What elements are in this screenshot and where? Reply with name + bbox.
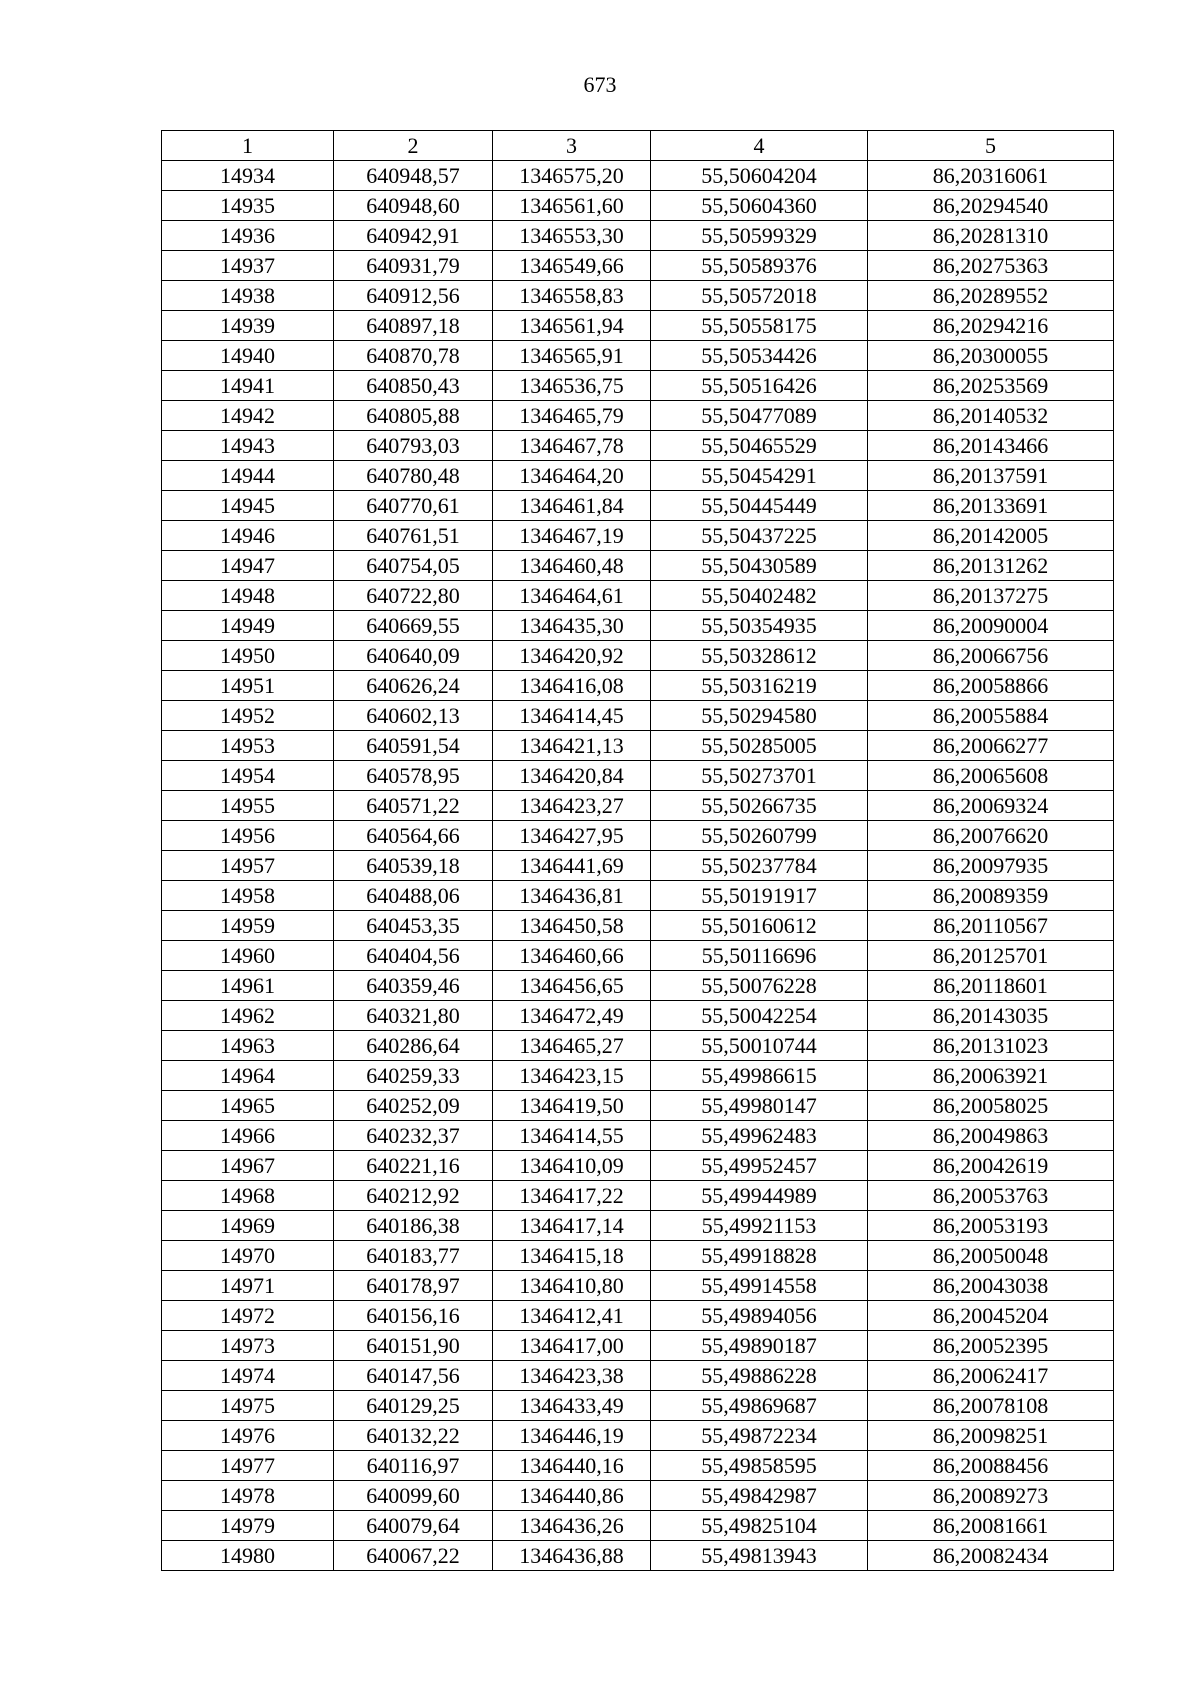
cell-x-coordinate: 640793,03: [334, 431, 493, 461]
cell-longitude: 86,20098251: [868, 1421, 1114, 1451]
table-row: [162, 311, 1114, 341]
cell-point-number: 14944: [162, 461, 334, 491]
cell-longitude: 86,20143035: [868, 1001, 1114, 1031]
table-row: [162, 1181, 1114, 1211]
table-row: [162, 341, 1114, 371]
cell-x-coordinate: 640129,25: [334, 1391, 493, 1421]
cell-x-coordinate: 640942,91: [334, 221, 493, 251]
cell-latitude: 55,49918828: [651, 1241, 868, 1271]
cell-longitude: 86,20063921: [868, 1061, 1114, 1091]
cell-x-coordinate: 640571,22: [334, 791, 493, 821]
cell-point-number: 14954: [162, 761, 334, 791]
cell-x-coordinate: 640669,55: [334, 611, 493, 641]
cell-y-coordinate: 1346575,20: [493, 161, 651, 191]
cell-point-number: 14951: [162, 671, 334, 701]
cell-latitude: 55,50354935: [651, 611, 868, 641]
header-col-2: 2: [334, 131, 493, 161]
table-row: [162, 221, 1114, 251]
table-row: [162, 1481, 1114, 1511]
cell-point-number: 14976: [162, 1421, 334, 1451]
cell-latitude: 55,49842987: [651, 1481, 868, 1511]
cell-point-number: 14964: [162, 1061, 334, 1091]
cell-x-coordinate: 640286,64: [334, 1031, 493, 1061]
cell-latitude: 55,50430589: [651, 551, 868, 581]
cell-latitude: 55,49858595: [651, 1451, 868, 1481]
cell-y-coordinate: 1346441,69: [493, 851, 651, 881]
cell-y-coordinate: 1346450,58: [493, 911, 651, 941]
cell-x-coordinate: 640780,48: [334, 461, 493, 491]
cell-point-number: 14969: [162, 1211, 334, 1241]
cell-longitude: 86,20089273: [868, 1481, 1114, 1511]
table-row: [162, 671, 1114, 701]
cell-x-coordinate: 640212,92: [334, 1181, 493, 1211]
cell-longitude: 86,20089359: [868, 881, 1114, 911]
table-row: [162, 371, 1114, 401]
cell-point-number: 14958: [162, 881, 334, 911]
cell-x-coordinate: 640359,46: [334, 971, 493, 1001]
table-row: [162, 731, 1114, 761]
cell-y-coordinate: 1346412,41: [493, 1301, 651, 1331]
cell-point-number: 14942: [162, 401, 334, 431]
header-col-3: 3: [493, 131, 651, 161]
cell-y-coordinate: 1346419,50: [493, 1091, 651, 1121]
cell-y-coordinate: 1346414,55: [493, 1121, 651, 1151]
table-row: [162, 1001, 1114, 1031]
cell-latitude: 55,50558175: [651, 311, 868, 341]
cell-latitude: 55,50534426: [651, 341, 868, 371]
cell-longitude: 86,20081661: [868, 1511, 1114, 1541]
cell-x-coordinate: 640252,09: [334, 1091, 493, 1121]
cell-latitude: 55,50285005: [651, 731, 868, 761]
cell-x-coordinate: 640079,64: [334, 1511, 493, 1541]
table-row: [162, 971, 1114, 1001]
cell-x-coordinate: 640948,57: [334, 161, 493, 191]
cell-y-coordinate: 1346436,88: [493, 1541, 651, 1571]
cell-x-coordinate: 640132,22: [334, 1421, 493, 1451]
cell-x-coordinate: 640722,80: [334, 581, 493, 611]
cell-latitude: 55,50454291: [651, 461, 868, 491]
cell-point-number: 14972: [162, 1301, 334, 1331]
cell-longitude: 86,20300055: [868, 341, 1114, 371]
cell-y-coordinate: 1346460,66: [493, 941, 651, 971]
cell-y-coordinate: 1346553,30: [493, 221, 651, 251]
cell-longitude: 86,20062417: [868, 1361, 1114, 1391]
cell-x-coordinate: 640321,80: [334, 1001, 493, 1031]
cell-y-coordinate: 1346414,45: [493, 701, 651, 731]
cell-x-coordinate: 640640,09: [334, 641, 493, 671]
header-row: [162, 131, 1114, 161]
cell-x-coordinate: 640770,61: [334, 491, 493, 521]
table-row: [162, 791, 1114, 821]
cell-latitude: 55,50572018: [651, 281, 868, 311]
cell-latitude: 55,50010744: [651, 1031, 868, 1061]
cell-longitude: 86,20066277: [868, 731, 1114, 761]
cell-x-coordinate: 640116,97: [334, 1451, 493, 1481]
table-row: [162, 401, 1114, 431]
cell-y-coordinate: 1346460,48: [493, 551, 651, 581]
cell-longitude: 86,20142005: [868, 521, 1114, 551]
cell-latitude: 55,49869687: [651, 1391, 868, 1421]
cell-longitude: 86,20294540: [868, 191, 1114, 221]
cell-x-coordinate: 640578,95: [334, 761, 493, 791]
cell-x-coordinate: 640897,18: [334, 311, 493, 341]
table-row: [162, 1121, 1114, 1151]
cell-latitude: 55,50437225: [651, 521, 868, 551]
cell-longitude: 86,20275363: [868, 251, 1114, 281]
table-row: [162, 1451, 1114, 1481]
cell-longitude: 86,20042619: [868, 1151, 1114, 1181]
cell-x-coordinate: 640488,06: [334, 881, 493, 911]
cell-longitude: 86,20050048: [868, 1241, 1114, 1271]
cell-y-coordinate: 1346465,79: [493, 401, 651, 431]
cell-x-coordinate: 640221,16: [334, 1151, 493, 1181]
cell-latitude: 55,49921153: [651, 1211, 868, 1241]
cell-latitude: 55,50589376: [651, 251, 868, 281]
cell-longitude: 86,20110567: [868, 911, 1114, 941]
table-row: [162, 1421, 1114, 1451]
cell-y-coordinate: 1346423,27: [493, 791, 651, 821]
cell-x-coordinate: 640870,78: [334, 341, 493, 371]
cell-point-number: 14965: [162, 1091, 334, 1121]
cell-latitude: 55,50604204: [651, 161, 868, 191]
table-row: [162, 701, 1114, 731]
cell-point-number: 14945: [162, 491, 334, 521]
cell-y-coordinate: 1346536,75: [493, 371, 651, 401]
cell-x-coordinate: 640151,90: [334, 1331, 493, 1361]
cell-y-coordinate: 1346440,86: [493, 1481, 651, 1511]
cell-longitude: 86,20065608: [868, 761, 1114, 791]
cell-point-number: 14949: [162, 611, 334, 641]
table-row: [162, 1511, 1114, 1541]
cell-x-coordinate: 640761,51: [334, 521, 493, 551]
table-row: [162, 281, 1114, 311]
cell-y-coordinate: 1346558,83: [493, 281, 651, 311]
cell-latitude: 55,49962483: [651, 1121, 868, 1151]
table-row: [162, 551, 1114, 581]
cell-y-coordinate: 1346436,81: [493, 881, 651, 911]
cell-x-coordinate: 640754,05: [334, 551, 493, 581]
table-row: [162, 1091, 1114, 1121]
cell-latitude: 55,49944989: [651, 1181, 868, 1211]
cell-y-coordinate: 1346467,19: [493, 521, 651, 551]
cell-y-coordinate: 1346467,78: [493, 431, 651, 461]
cell-x-coordinate: 640912,56: [334, 281, 493, 311]
cell-point-number: 14941: [162, 371, 334, 401]
cell-point-number: 14940: [162, 341, 334, 371]
cell-x-coordinate: 640232,37: [334, 1121, 493, 1151]
cell-latitude: 55,50237784: [651, 851, 868, 881]
table-row: [162, 821, 1114, 851]
cell-point-number: 14968: [162, 1181, 334, 1211]
cell-x-coordinate: 640156,16: [334, 1301, 493, 1331]
cell-longitude: 86,20125701: [868, 941, 1114, 971]
cell-point-number: 14935: [162, 191, 334, 221]
cell-x-coordinate: 640067,22: [334, 1541, 493, 1571]
cell-point-number: 14957: [162, 851, 334, 881]
cell-point-number: 14979: [162, 1511, 334, 1541]
table-row: [162, 1151, 1114, 1181]
cell-latitude: 55,50116696: [651, 941, 868, 971]
cell-y-coordinate: 1346420,84: [493, 761, 651, 791]
cell-longitude: 86,20053763: [868, 1181, 1114, 1211]
cell-point-number: 14971: [162, 1271, 334, 1301]
table-row: [162, 941, 1114, 971]
cell-point-number: 14937: [162, 251, 334, 281]
cell-point-number: 14936: [162, 221, 334, 251]
cell-latitude: 55,49825104: [651, 1511, 868, 1541]
cell-y-coordinate: 1346561,94: [493, 311, 651, 341]
cell-y-coordinate: 1346465,27: [493, 1031, 651, 1061]
cell-longitude: 86,20118601: [868, 971, 1114, 1001]
table-row: [162, 1211, 1114, 1241]
table-row: [162, 881, 1114, 911]
table-row: [162, 1361, 1114, 1391]
cell-longitude: 86,20078108: [868, 1391, 1114, 1421]
cell-longitude: 86,20143466: [868, 431, 1114, 461]
cell-point-number: 14952: [162, 701, 334, 731]
cell-point-number: 14947: [162, 551, 334, 581]
cell-latitude: 55,50160612: [651, 911, 868, 941]
cell-longitude: 86,20043038: [868, 1271, 1114, 1301]
cell-point-number: 14973: [162, 1331, 334, 1361]
cell-x-coordinate: 640805,88: [334, 401, 493, 431]
coordinates-table: [161, 130, 1114, 1571]
cell-longitude: 86,20058866: [868, 671, 1114, 701]
cell-longitude: 86,20049863: [868, 1121, 1114, 1151]
table-row: [162, 1271, 1114, 1301]
cell-longitude: 86,20133691: [868, 491, 1114, 521]
cell-latitude: 55,50260799: [651, 821, 868, 851]
cell-point-number: 14967: [162, 1151, 334, 1181]
cell-y-coordinate: 1346415,18: [493, 1241, 651, 1271]
cell-x-coordinate: 640186,38: [334, 1211, 493, 1241]
cell-y-coordinate: 1346420,92: [493, 641, 651, 671]
cell-point-number: 14966: [162, 1121, 334, 1151]
cell-longitude: 86,20076620: [868, 821, 1114, 851]
cell-y-coordinate: 1346549,66: [493, 251, 651, 281]
table-row: [162, 191, 1114, 221]
cell-longitude: 86,20053193: [868, 1211, 1114, 1241]
cell-x-coordinate: 640259,33: [334, 1061, 493, 1091]
cell-longitude: 86,20289552: [868, 281, 1114, 311]
cell-point-number: 14978: [162, 1481, 334, 1511]
cell-y-coordinate: 1346565,91: [493, 341, 651, 371]
cell-latitude: 55,49894056: [651, 1301, 868, 1331]
cell-x-coordinate: 640850,43: [334, 371, 493, 401]
cell-point-number: 14950: [162, 641, 334, 671]
header-col-1: 1: [162, 131, 334, 161]
cell-latitude: 55,50042254: [651, 1001, 868, 1031]
cell-latitude: 55,49952457: [651, 1151, 868, 1181]
cell-y-coordinate: 1346410,09: [493, 1151, 651, 1181]
cell-latitude: 55,49890187: [651, 1331, 868, 1361]
table-row: [162, 1061, 1114, 1091]
table-row: [162, 1331, 1114, 1361]
cell-y-coordinate: 1346440,16: [493, 1451, 651, 1481]
cell-y-coordinate: 1346461,84: [493, 491, 651, 521]
table-row: [162, 521, 1114, 551]
cell-point-number: 14956: [162, 821, 334, 851]
cell-longitude: 86,20097935: [868, 851, 1114, 881]
cell-y-coordinate: 1346417,22: [493, 1181, 651, 1211]
cell-latitude: 55,49872234: [651, 1421, 868, 1451]
table-row: [162, 1031, 1114, 1061]
cell-latitude: 55,50477089: [651, 401, 868, 431]
cell-latitude: 55,50191917: [651, 881, 868, 911]
cell-longitude: 86,20137275: [868, 581, 1114, 611]
cell-latitude: 55,50465529: [651, 431, 868, 461]
cell-x-coordinate: 640147,56: [334, 1361, 493, 1391]
table-row: [162, 761, 1114, 791]
cell-longitude: 86,20131262: [868, 551, 1114, 581]
table-row: [162, 851, 1114, 881]
cell-latitude: 55,49980147: [651, 1091, 868, 1121]
cell-longitude: 86,20281310: [868, 221, 1114, 251]
cell-point-number: 14953: [162, 731, 334, 761]
cell-y-coordinate: 1346416,08: [493, 671, 651, 701]
cell-y-coordinate: 1346417,14: [493, 1211, 651, 1241]
cell-latitude: 55,49986615: [651, 1061, 868, 1091]
cell-point-number: 14938: [162, 281, 334, 311]
cell-longitude: 86,20058025: [868, 1091, 1114, 1121]
table-row: [162, 461, 1114, 491]
table-row: [162, 431, 1114, 461]
table-row: [162, 641, 1114, 671]
cell-longitude: 86,20045204: [868, 1301, 1114, 1331]
cell-x-coordinate: 640564,66: [334, 821, 493, 851]
table-row: [162, 251, 1114, 281]
cell-longitude: 86,20294216: [868, 311, 1114, 341]
cell-point-number: 14960: [162, 941, 334, 971]
cell-latitude: 55,50328612: [651, 641, 868, 671]
cell-point-number: 14959: [162, 911, 334, 941]
cell-longitude: 86,20069324: [868, 791, 1114, 821]
cell-longitude: 86,20140532: [868, 401, 1114, 431]
cell-y-coordinate: 1346421,13: [493, 731, 651, 761]
cell-x-coordinate: 640602,13: [334, 701, 493, 731]
table-row: [162, 1391, 1114, 1421]
cell-point-number: 14980: [162, 1541, 334, 1571]
table-row: [162, 611, 1114, 641]
cell-point-number: 14955: [162, 791, 334, 821]
cell-longitude: 86,20088456: [868, 1451, 1114, 1481]
header-col-4: 4: [651, 131, 868, 161]
cell-longitude: 86,20082434: [868, 1541, 1114, 1571]
cell-y-coordinate: 1346436,26: [493, 1511, 651, 1541]
cell-latitude: 55,49886228: [651, 1361, 868, 1391]
cell-latitude: 55,50516426: [651, 371, 868, 401]
cell-longitude: 86,20066756: [868, 641, 1114, 671]
cell-x-coordinate: 640099,60: [334, 1481, 493, 1511]
cell-y-coordinate: 1346433,49: [493, 1391, 651, 1421]
cell-longitude: 86,20131023: [868, 1031, 1114, 1061]
cell-latitude: 55,50599329: [651, 221, 868, 251]
table-body: [162, 161, 1114, 1571]
cell-x-coordinate: 640591,54: [334, 731, 493, 761]
table-row: [162, 911, 1114, 941]
cell-x-coordinate: 640539,18: [334, 851, 493, 881]
cell-longitude: 86,20316061: [868, 161, 1114, 191]
cell-y-coordinate: 1346472,49: [493, 1001, 651, 1031]
cell-y-coordinate: 1346427,95: [493, 821, 651, 851]
cell-point-number: 14970: [162, 1241, 334, 1271]
cell-y-coordinate: 1346410,80: [493, 1271, 651, 1301]
cell-point-number: 14975: [162, 1391, 334, 1421]
cell-latitude: 55,49813943: [651, 1541, 868, 1571]
cell-point-number: 14939: [162, 311, 334, 341]
cell-x-coordinate: 640948,60: [334, 191, 493, 221]
cell-y-coordinate: 1346464,20: [493, 461, 651, 491]
cell-x-coordinate: 640183,77: [334, 1241, 493, 1271]
cell-y-coordinate: 1346456,65: [493, 971, 651, 1001]
cell-longitude: 86,20052395: [868, 1331, 1114, 1361]
cell-y-coordinate: 1346423,15: [493, 1061, 651, 1091]
cell-y-coordinate: 1346435,30: [493, 611, 651, 641]
cell-latitude: 55,50316219: [651, 671, 868, 701]
cell-y-coordinate: 1346561,60: [493, 191, 651, 221]
cell-point-number: 14962: [162, 1001, 334, 1031]
cell-latitude: 55,50076228: [651, 971, 868, 1001]
table-row: [162, 1241, 1114, 1271]
cell-point-number: 14948: [162, 581, 334, 611]
page-number: 673: [583, 72, 617, 97]
table-row: [162, 491, 1114, 521]
cell-latitude: 55,50273701: [651, 761, 868, 791]
cell-latitude: 55,50294580: [651, 701, 868, 731]
cell-latitude: 55,50266735: [651, 791, 868, 821]
cell-y-coordinate: 1346446,19: [493, 1421, 651, 1451]
cell-latitude: 55,50402482: [651, 581, 868, 611]
cell-y-coordinate: 1346417,00: [493, 1331, 651, 1361]
cell-point-number: 14961: [162, 971, 334, 1001]
table-row: [162, 1301, 1114, 1331]
cell-y-coordinate: 1346423,38: [493, 1361, 651, 1391]
cell-point-number: 14977: [162, 1451, 334, 1481]
cell-latitude: 55,49914558: [651, 1271, 868, 1301]
cell-x-coordinate: 640404,56: [334, 941, 493, 971]
header-col-5: 5: [868, 131, 1114, 161]
cell-point-number: 14974: [162, 1361, 334, 1391]
cell-x-coordinate: 640931,79: [334, 251, 493, 281]
table-row: [162, 161, 1114, 191]
cell-longitude: 86,20137591: [868, 461, 1114, 491]
cell-longitude: 86,20055884: [868, 701, 1114, 731]
cell-x-coordinate: 640453,35: [334, 911, 493, 941]
cell-point-number: 14946: [162, 521, 334, 551]
table-header: [162, 131, 1114, 161]
cell-y-coordinate: 1346464,61: [493, 581, 651, 611]
cell-longitude: 86,20253569: [868, 371, 1114, 401]
cell-x-coordinate: 640626,24: [334, 671, 493, 701]
cell-latitude: 55,50604360: [651, 191, 868, 221]
cell-longitude: 86,20090004: [868, 611, 1114, 641]
cell-point-number: 14963: [162, 1031, 334, 1061]
cell-point-number: 14943: [162, 431, 334, 461]
cell-point-number: 14934: [162, 161, 334, 191]
cell-x-coordinate: 640178,97: [334, 1271, 493, 1301]
table-row: [162, 581, 1114, 611]
table-row: [162, 1541, 1114, 1571]
cell-latitude: 55,50445449: [651, 491, 868, 521]
